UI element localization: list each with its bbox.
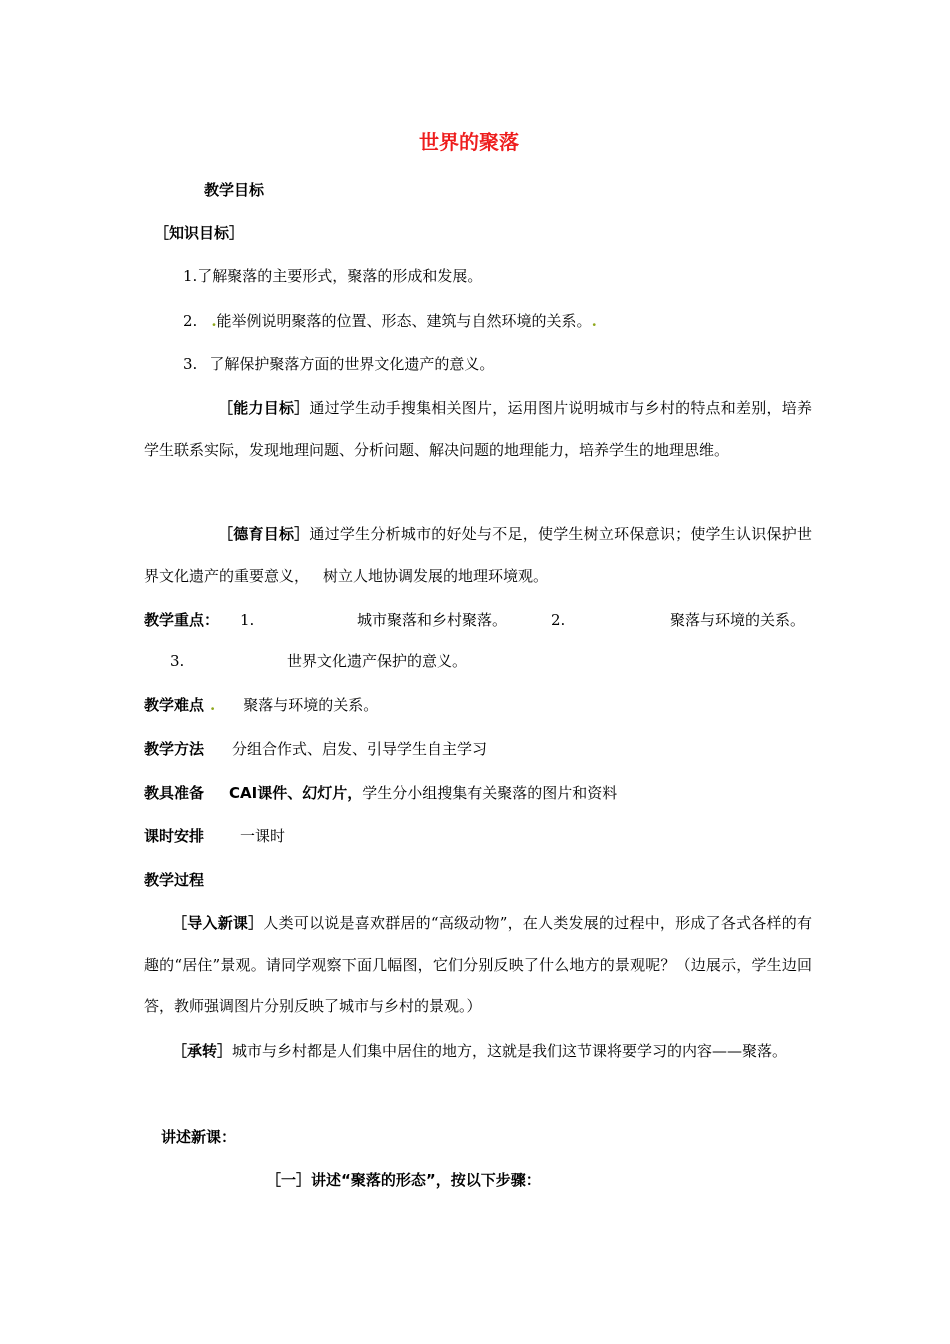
knowledge-goals-heading: ［知识目标］ xyxy=(154,224,245,242)
schedule-row xyxy=(144,826,285,846)
moral-goal-label: ［德育目标］ xyxy=(218,525,310,543)
moral-goal xyxy=(144,514,812,597)
section-one-heading: ［一］讲述“聚落的形态”，按以下步骤： xyxy=(266,1171,541,1189)
tools-text: 学生分小组搜集有关聚落的图片和资料 xyxy=(362,784,618,802)
item-number: 3. xyxy=(183,355,198,373)
ability-goal-text: 通过学生动手搜集相关图片，运用图片说明城市与乡村的特点和差别，培养学生联系实际，发现地理问题、分析问题、解决问题的地理能力，培养学生的地理思维。 xyxy=(144,399,812,459)
process-heading: 教学过程 xyxy=(144,871,205,889)
intro-paragraph xyxy=(144,903,812,1028)
tools-bold-text: CAI课件、幻灯片， xyxy=(229,784,363,802)
method-row xyxy=(144,739,487,759)
item-text: 能举例说明聚落的位置、形态、建筑与自然环境的关系。 xyxy=(216,312,592,330)
transition-text: 城市与乡村都是人们集中居住的地方，这就是我们这节课将要学习的内容——聚落。 xyxy=(232,1042,788,1060)
method-label: 教学方法 xyxy=(144,740,205,758)
ability-goal xyxy=(144,388,812,471)
moral-goal-text-2: 树立人地协调发展的地理环境观。 xyxy=(323,566,549,585)
knowledge-item-1: 1.了解聚落的主要形式，聚落的形成和发展。 xyxy=(183,267,483,285)
key-point-1: 城市聚落和乡村聚落。 xyxy=(357,611,508,629)
key-point-2: 聚落与环境的关系。 xyxy=(670,611,806,629)
key-point-number-3: 3. xyxy=(170,652,185,670)
knowledge-item-3 xyxy=(183,354,494,374)
difficulty-text: 聚落与环境的关系。 xyxy=(243,696,379,714)
schedule-text: 一课时 xyxy=(240,827,286,845)
moral-goal-text: 通过学生分析城市的好处与不足，使学生树立环保意识；使学生认识保护世界文化遗产的重要意义， xyxy=(144,525,812,585)
key-point-number-2: 2. xyxy=(551,611,566,629)
transition-paragraph xyxy=(144,1031,812,1073)
bullet-mark: . xyxy=(591,312,597,330)
ability-goal-label: ［能力目标］ xyxy=(218,399,310,417)
difficulty-label: 教学难点 xyxy=(144,696,205,714)
teaching-goals-heading: 教学目标 xyxy=(204,181,265,199)
bullet-mark: . xyxy=(211,312,217,330)
tools-row xyxy=(144,783,617,803)
knowledge-item-2 xyxy=(183,311,597,331)
new-lesson-heading: 讲述新课： xyxy=(161,1128,237,1146)
key-point-number-1: 1. xyxy=(240,611,255,629)
page-title: 世界的聚落 xyxy=(419,130,519,154)
intro-text: 人类可以说是喜欢群居的“高级动物”，在人类发展的过程中，形成了各式各样的有趣的“居住”景观。请同学观察下面几幅图，它们分别反映了什么地方的景观呢？（边展示，学生边回答，教师强调图片分别反映了城市与乡村的景观。） xyxy=(144,914,812,1015)
bullet-mark: . xyxy=(210,696,216,714)
tools-label: 教具准备 xyxy=(144,784,205,802)
schedule-label: 课时安排 xyxy=(144,827,205,845)
transition-label: ［承转］ xyxy=(172,1042,233,1060)
item-number: 2. xyxy=(183,312,198,330)
key-points-label: 教学重点： xyxy=(144,611,220,629)
item-text: 了解保护聚落方面的世界文化遗产的意义。 xyxy=(209,355,495,373)
intro-label: ［导入新课］ xyxy=(172,914,264,932)
key-point-3: 世界文化遗产保护的意义。 xyxy=(287,652,468,670)
method-text: 分组合作式、启发、引导学生自主学习 xyxy=(232,740,488,758)
difficulty-row xyxy=(144,695,378,715)
